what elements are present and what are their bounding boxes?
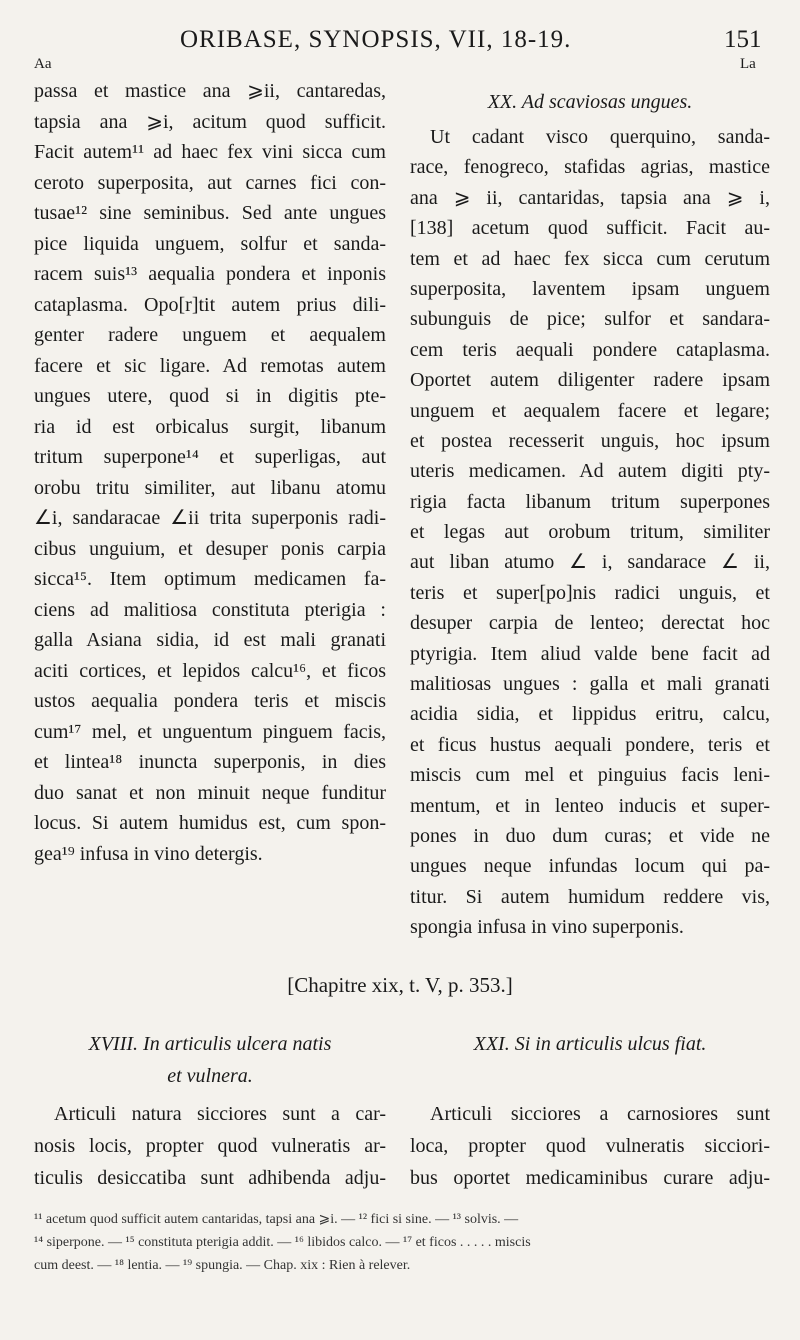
text-line: tapsia ana ⩾i, acitum quod sufficit. (34, 110, 386, 133)
text-line: aut liban atumo ∠ i, sandarace ∠ ii, (410, 551, 770, 574)
text-line: nosis locis, propter quod vulneratis ar- (34, 1135, 386, 1157)
text-line: duo sanat et non minuit neque funditur (34, 781, 386, 804)
section-title-xviii-cont: et vulnera. (167, 1065, 253, 1087)
text-line: subunguis de pice; sulfor et sandara- (410, 308, 770, 331)
text-line: acidia sidia, et lippidus eritru, calcu, (410, 703, 770, 726)
text-line: Facit autem¹¹ ad haec fex vini sicca cum (34, 141, 386, 163)
section-title-xxi: XXI. Si in articulis ulcus fiat. (473, 1033, 707, 1055)
text-line: orobu tritu similiter, aut libanu atomu (34, 476, 386, 499)
text-line: cibus unguium, et desuper ponis carpia (34, 537, 386, 560)
text-line: Articuli sicciores a carnosiores sunt (430, 1103, 770, 1125)
text-line: et lintea¹⁸ inuncta superponis, in dies (34, 751, 386, 773)
text-line: pice liquida unguem, solfur et sanda- (34, 232, 386, 255)
text-line: et postea recesserit unguis, hoc ipsum (410, 429, 770, 452)
section-title-xx: XX. Ad scaviosas ungues. (487, 91, 693, 113)
text-line: cum deest. — ¹⁸ lentia. — ¹⁹ spungia. — Chap. xix : Rien à relever. (34, 1258, 411, 1273)
text-line: ¹⁴ siperpone. — ¹⁵ constituta pterigia addit. — ¹⁶ libidos calco. — ¹⁷ et ficos . . . . . miscis (34, 1235, 531, 1250)
running-title: ORIBASE, SYNOPSIS, VII, 18-19. (180, 26, 572, 53)
siglum-right: La (740, 56, 756, 72)
section-xxi (410, 1028, 770, 1194)
text-line: ciens ad malitiosa constituta pterigia : (34, 598, 386, 621)
text-line: rigia facta libanum tritum superpones (410, 490, 770, 513)
text-line: gea¹⁹ infusa in vino detergis. (34, 842, 263, 865)
text-line: teris et super[po]nis radici unguis, et (410, 581, 770, 604)
text-line: mentum, et in lenteo inducis et super- (410, 794, 770, 817)
siglum-left: Aa (34, 56, 52, 72)
text-line: tritum superpone¹⁴ et superligas, aut (34, 446, 386, 468)
chapter-reference: [Chapitre xix, t. V, p. 353.] (287, 973, 513, 997)
text-line: et ficus hustus aequali pondere, teris et (410, 733, 770, 756)
left-column (34, 76, 386, 869)
text-line: cum¹⁷ mel, et unguentum pinguem facis, (34, 720, 386, 743)
text-line: spongia infusa in vino superponis. (410, 916, 684, 939)
page-header (0, 26, 800, 66)
text-line: ticulis desiccatiba sunt adhibenda adju- (34, 1167, 386, 1189)
section-spacer (410, 1060, 770, 1098)
text-line: tusae¹² sine seminibus. Sed ante ungues (34, 202, 386, 224)
text-line: cem teris aequali pondere cataplasma. (410, 338, 770, 361)
text-line: cataplasma. Opo[r]tit autem prius dili- (34, 293, 386, 316)
text-line: Ut cadant visco querquino, sanda- (430, 126, 770, 148)
text-line: loca, propter quod vulneratis sicciori- (410, 1135, 770, 1157)
text-line: bus oportet medicaminibus curare adju- (410, 1167, 770, 1189)
text-line: ∠i, sandaracae ∠ii trita superponis radi- (34, 507, 386, 529)
text-line: unguem et aequalem facere et legare; (410, 399, 770, 422)
page-number: 151 (724, 26, 762, 53)
text-line: ria id est orbicalus surgit, libanum (34, 415, 386, 438)
text-line: titur. Si autem humidum reddere vis, (410, 885, 770, 908)
text-line: locus. Si autem humidus est, cum spon- (34, 812, 386, 834)
text-line: Oportet autem diligenter radere ipsam (410, 369, 770, 392)
text-line: malitiosas ungues : galla et mali granati (410, 673, 770, 696)
text-line: desuper carpia de lenteo; derectat hoc (410, 612, 770, 635)
text-line: pones in duo dum curas; et vide ne (410, 824, 770, 847)
text-line: genter radere unguem et aequalem (34, 324, 386, 346)
section-xviii (34, 1028, 386, 1194)
text-line: aciti cortices, et lepidos calcu¹⁶, et ficos (34, 659, 386, 682)
text-line: uteris medicamen. Ad autem digiti pty- (410, 460, 770, 483)
text-line: passa et mastice ana ⩾ii, cantaredas, (34, 80, 386, 102)
footnotes (34, 1208, 770, 1277)
text-line: Articuli natura sicciores sunt a car- (54, 1103, 386, 1125)
right-column (410, 82, 770, 943)
text-line: ¹¹ acetum quod sufficit autem cantaridas, tapsi ana ⩾i. — ¹² fici si sine. — ¹³ solvis. — (34, 1212, 519, 1227)
text-line: tem et ad haec fex sicca cum cerutum (410, 247, 770, 270)
text-line: et legas aut orobum tritum, similiter (410, 521, 770, 544)
text-line: ungues utere, quod si in digitis pte- (34, 385, 386, 407)
text-line: ptyrigia. Item aliud valde bene facit ad (410, 642, 770, 665)
text-line: ana ⩾ ii, cantaridas, tapsia ana ⩾ i, (410, 186, 770, 209)
text-line: race, fenogreco, stafidas agrias, mastice (410, 156, 770, 179)
text-line: galla Asiana sidia, id est mali granati (34, 629, 386, 651)
text-line: miscis cum mel et pinguius facis leni- (410, 764, 770, 787)
section-title-xviii: XVIII. In articulis ulcera natis (88, 1033, 332, 1055)
text-line: ustos aequalia pondera teris et miscis (34, 690, 386, 712)
text-line: racem suis¹³ aequalia pondera et inponis (34, 263, 386, 285)
text-line: ceroto superposita, aut carnes fici con- (34, 171, 386, 194)
text-line: facere et sic ligare. Ad remotas autem (34, 354, 386, 377)
text-line: [138] acetum quod sufficit. Facit au- (410, 217, 770, 240)
text-line: superposita, laventem ipsam unguem (410, 277, 770, 300)
text-line: sicca¹⁵. Item optimum medicamen fa- (34, 568, 386, 590)
text-line: ungues neque infundas locum qui pa- (410, 855, 770, 878)
